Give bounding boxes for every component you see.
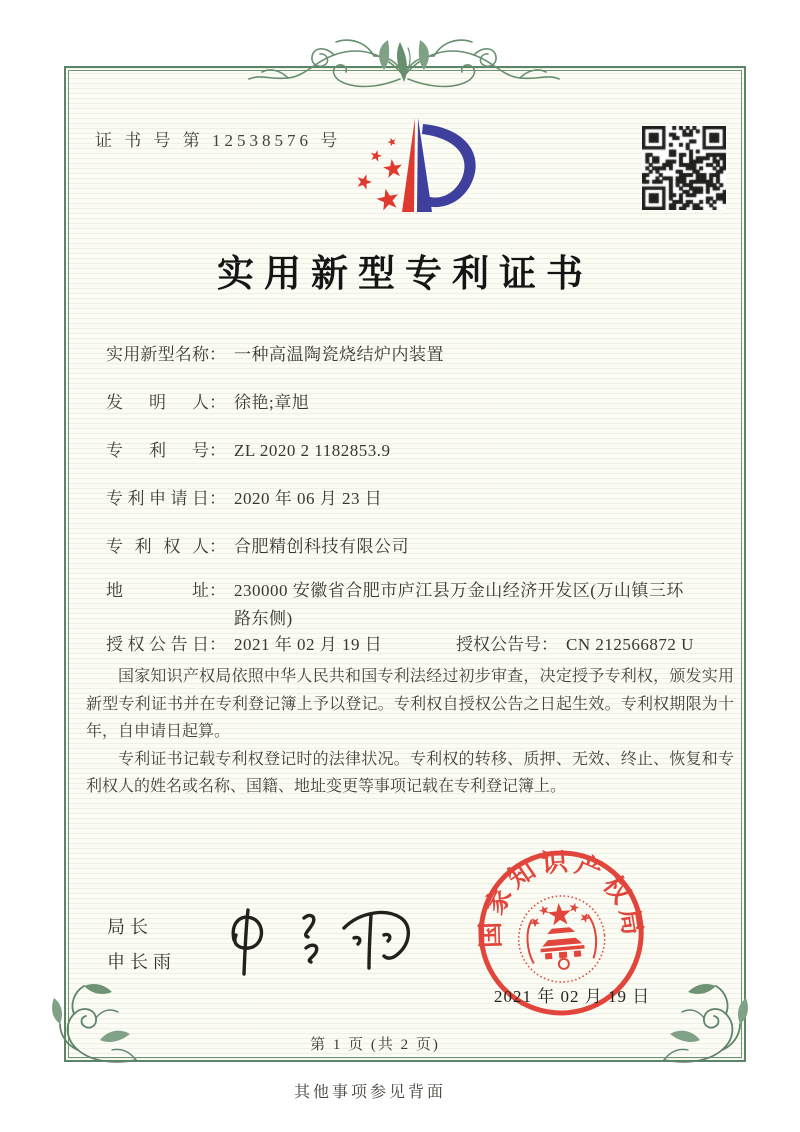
- qr-code: [642, 126, 726, 210]
- field-label: 专利号: [106, 441, 209, 460]
- field-label: 专利申请日: [106, 489, 209, 508]
- legal-paragraph-2: 专利证书记载专利权登记时的法律状况。专利权的转移、质押、无效、终止、恢复和专利权人的姓名或名称、国籍、地址变更等事项记载在专利登记簿上。: [86, 750, 734, 795]
- seal-date: 2021 年 02 月 19 日: [494, 987, 651, 1006]
- field-grant-date-and-number: [106, 631, 746, 659]
- field-utility-model-name: [106, 341, 444, 369]
- field-colon: ：: [209, 489, 226, 508]
- field-label: 发明人: [106, 393, 209, 412]
- certificate-number: 证 书 号 第 12538576 号: [95, 131, 342, 150]
- field-colon: ：: [209, 441, 226, 460]
- field-filing-date: [106, 485, 382, 513]
- field-address: [106, 577, 696, 633]
- bottom-left-floral-ornament-icon: [44, 980, 140, 1076]
- field-value: 合肥精创科技有限公司: [234, 537, 409, 556]
- field-colon: ：: [209, 635, 226, 654]
- signer-title: 局长: [107, 917, 153, 937]
- field-label: 授权公告号: [456, 635, 541, 654]
- field-patent-number: [106, 437, 391, 465]
- field-colon: ：: [541, 635, 558, 654]
- field-colon: ：: [209, 393, 226, 412]
- field-value: 230000 安徽省合肥市庐江县万金山经济开发区(万山镇三环路东侧): [234, 581, 684, 628]
- field-value: 2020 年 06 月 23 日: [234, 489, 383, 508]
- certificate-title: 实用新型专利证书: [217, 254, 593, 295]
- cnipa-logo-icon: [343, 112, 485, 224]
- field-colon: ：: [209, 345, 226, 364]
- field-value: 2021 年 02 月 19 日: [234, 635, 383, 654]
- field-inventor: [106, 389, 309, 417]
- signer-name: 申长雨: [107, 952, 176, 972]
- field-label: 专利权人: [106, 537, 209, 556]
- field-label: 授权公告日: [106, 635, 209, 654]
- legal-paragraph-1: 国家知识产权局依照中华人民共和国专利法经过初步审查，决定授予专利权，颁发实用新型专利证书并在专利登记簿上予以登记。专利权自授权公告之日起生效。专利权期限为十年，自申请日起算。: [86, 668, 734, 740]
- field-grant-number: [456, 631, 694, 659]
- legal-text: [86, 663, 734, 801]
- national-emblem-icon: [515, 892, 608, 985]
- top-scroll-ornament-icon: [248, 24, 560, 96]
- field-label: 实用新型名称: [106, 345, 209, 364]
- bottom-right-floral-ornament-icon: [660, 980, 756, 1076]
- page-number: 第 1 页 (共 2 页): [310, 1037, 440, 1053]
- field-value: 徐艳;章旭: [234, 393, 310, 412]
- seal-ring-text: 国家知识产权局: [475, 847, 648, 949]
- field-colon: ：: [209, 581, 226, 600]
- field-value: CN 212566872 U: [566, 635, 694, 654]
- field-value: ZL 2020 2 1182853.9: [234, 441, 391, 460]
- field-value: 一种高温陶瓷烧结炉内装置: [234, 345, 444, 364]
- field-colon: ：: [209, 537, 226, 556]
- back-side-note: 其他事项参见背面: [293, 1084, 446, 1101]
- director-signature-icon: [218, 898, 423, 983]
- field-patentee: [106, 533, 409, 561]
- field-label: 地址: [106, 581, 209, 600]
